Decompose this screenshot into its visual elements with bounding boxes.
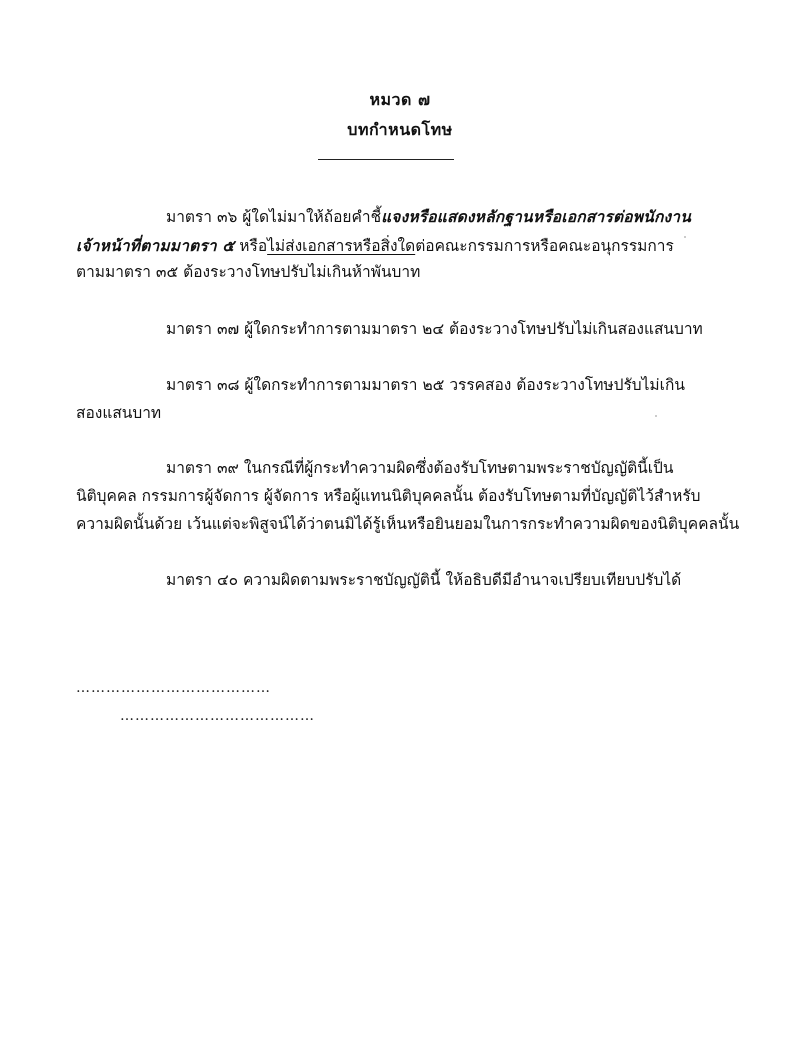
section-38-text: มาตรา ๓๘ ผู้ใดกระทำการตามมาตรา ๒๕ วรรคสอง ต้องระวางโทษปรับไม่เกิน: [166, 376, 685, 394]
section-38-text: สองแสนบาท: [76, 404, 162, 422]
section-36-text: หรือ: [234, 237, 268, 255]
heading-divider: [318, 159, 454, 160]
section-36-line-3: [76, 261, 420, 283]
section-36-text: ตามมาตรา ๓๕ ต้องระวางโทษปรับไม่เกินห้าพันบาท: [76, 263, 421, 281]
footer-dotted-line-1: …………………………………: [76, 680, 271, 696]
section-40-text: มาตรา ๔๐ ความผิดตามพระราชบัญญัตินี้ ให้อธิบดีมีอำนาจเปรียบเทียบปรับได้: [166, 571, 682, 589]
section-38-line-2: [76, 402, 161, 424]
scan-speck: [684, 236, 686, 238]
section-39-text: นิติบุคคล กรรมการผู้จัดการ ผู้จัดการ หรือผู้แทนนิติบุคคลนั้น ต้องรับโทษตามที่บัญญัติไว้สำหรับ: [76, 487, 701, 505]
section-37-line-1: [166, 318, 703, 340]
section-36-underlined-text: ไม่ส่งเอกสารหรือสิ่งใด: [267, 237, 416, 255]
footer-dotted-line-2: …………………………………: [120, 708, 315, 724]
section-39-text: มาตรา ๓๙ ในกรณีที่ผู้กระทำความผิดซึ่งต้องรับโทษตามพระราชบัญญัตินี้เป็น: [166, 459, 674, 477]
section-36-handwritten-insert: แจงหรือแสดงหลักฐานหรือเอกสารต่อพนักงาน: [381, 207, 692, 226]
scan-speck: [655, 415, 657, 417]
section-40-line-1: [166, 569, 681, 591]
section-36-text: ต่อคณะกรรมการหรือคณะอนุกรรมการ: [415, 237, 674, 255]
chapter-title: บทกำหนดโทษ: [347, 120, 453, 139]
section-39-line-3: [76, 513, 739, 535]
section-36-line-2: [76, 235, 674, 257]
section-39-text: ความผิดนั้นด้วย เว้นแต่จะพิสูจน์ได้ว่าตนมิได้รู้เห็นหรือยินยอมในการกระทำความผิดของนิติบุคคลนั้น: [76, 515, 740, 533]
section-38-line-1: [166, 374, 685, 396]
section-37-text: มาตรา ๓๗ ผู้ใดกระทำการตามมาตรา ๒๔ ต้องระวางโทษปรับไม่เกินสองแสนบาท: [166, 320, 703, 338]
section-39-line-2: [76, 485, 701, 507]
section-36-text: มาตรา ๓๖ ผู้ใดไม่มาให้ถ้อยคำชี้: [166, 208, 382, 226]
chapter-heading: หมวด ๗: [369, 90, 431, 109]
section-36-handwritten-insert: เจ้าหน้าที่ตามมาตรา ๕: [76, 236, 235, 255]
section-36-line-1: [166, 206, 691, 228]
section-39-line-1: [166, 457, 673, 479]
